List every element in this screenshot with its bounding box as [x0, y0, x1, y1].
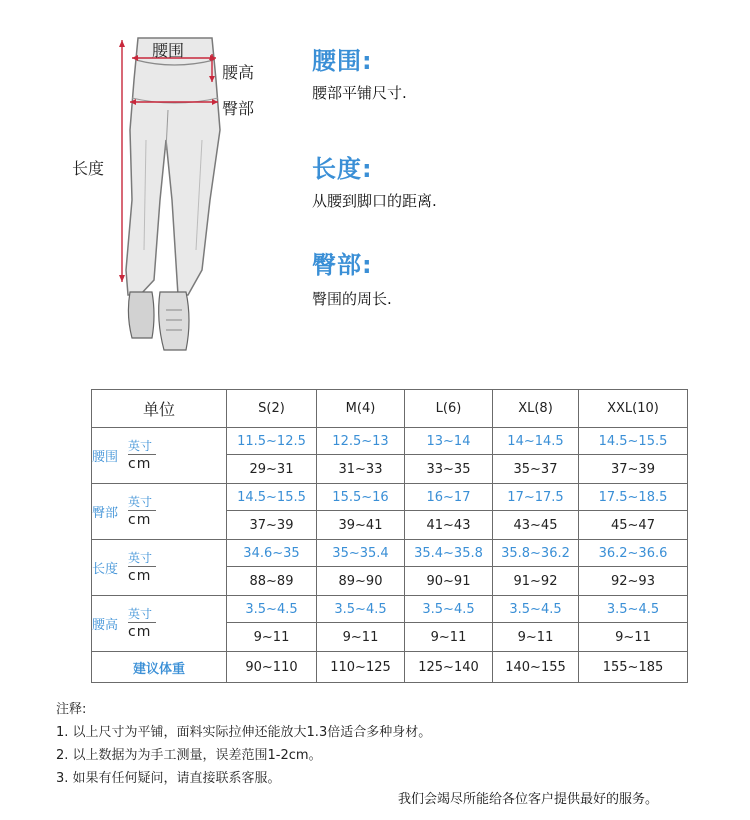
row-name: 臀部: [92, 506, 119, 521]
unit-stack: [128, 496, 156, 527]
cell-inch: 17.5~18.5: [579, 484, 688, 511]
cell-cm: 9~11: [493, 623, 579, 652]
size-header: S(2): [227, 390, 317, 428]
cell-cm: 29~31: [227, 455, 317, 484]
unit-inch: 英寸: [128, 440, 156, 455]
cell-inch: 35.8~36.2: [493, 540, 579, 567]
cell-inch: 15.5~16: [317, 484, 405, 511]
cell-cm: 35~37: [493, 455, 579, 484]
unit-inch: 英寸: [128, 552, 156, 567]
cell-cm: 37~39: [579, 455, 688, 484]
unit-cm: cm: [128, 512, 152, 528]
length-desc-text: 从腰到脚口的距离.: [312, 192, 437, 210]
cell-inch: 3.5~4.5: [579, 596, 688, 623]
size-header: L(6): [405, 390, 493, 428]
footer-text: 我们会竭尽所能给各位客户提供最好的服务。: [397, 792, 658, 807]
cell-inch: 35~35.4: [317, 540, 405, 567]
row-label-length: [92, 540, 227, 596]
unit-cm: cm: [128, 456, 152, 472]
cell-inch: 3.5~4.5: [227, 596, 317, 623]
cell-weight: 140~155: [493, 652, 579, 683]
length-label: 长度: [72, 159, 105, 178]
weight-row: [92, 652, 688, 683]
table-row: [92, 596, 688, 623]
cell-cm: 9~11: [317, 623, 405, 652]
cell-inch: 14.5~15.5: [227, 484, 317, 511]
cell-weight: 155~185: [579, 652, 688, 683]
waist-label: 腰围: [152, 41, 185, 60]
unit-stack: [128, 440, 156, 471]
length-desc-title: 长度:: [312, 155, 373, 183]
unit-header: 单位: [92, 390, 227, 428]
hip-desc-text: 臀围的周长.: [312, 290, 392, 308]
unit-cm: cm: [128, 568, 152, 584]
cell-weight: 110~125: [317, 652, 405, 683]
cell-cm: 39~41: [317, 511, 405, 540]
cell-cm: 43~45: [493, 511, 579, 540]
size-header: XXL(10): [579, 390, 688, 428]
cell-cm: 90~91: [405, 567, 493, 596]
cell-cm: 9~11: [405, 623, 493, 652]
note-item: 2. 以上数据为为手工测量，误差范围1-2cm。: [56, 748, 322, 763]
cell-inch: 35.4~35.8: [405, 540, 493, 567]
unit-stack: [128, 608, 156, 639]
cell-inch: 11.5~12.5: [227, 428, 317, 455]
size-header: M(4): [317, 390, 405, 428]
cell-inch: 36.2~36.6: [579, 540, 688, 567]
weight-label: 建议体重: [92, 652, 227, 683]
cell-cm: 9~11: [227, 623, 317, 652]
row-label-waist: [92, 428, 227, 484]
unit-inch: 英寸: [128, 608, 156, 623]
cell-cm: 45~47: [579, 511, 688, 540]
unit-cm: cm: [128, 624, 152, 640]
cell-cm: 91~92: [493, 567, 579, 596]
cell-inch: 14.5~15.5: [579, 428, 688, 455]
cell-cm: 33~35: [405, 455, 493, 484]
row-label-hip: [92, 484, 227, 540]
cell-inch: 3.5~4.5: [493, 596, 579, 623]
row-name: 长度: [92, 562, 119, 577]
cell-cm: 92~93: [579, 567, 688, 596]
notes-heading: 注释:: [56, 702, 87, 717]
table-row: [92, 428, 688, 455]
note-item: 1. 以上尺寸为平铺，面料实际拉伸还能放大1.3倍适合多种身材。: [56, 725, 432, 740]
cell-inch: 34.6~35: [227, 540, 317, 567]
cell-weight: 125~140: [405, 652, 493, 683]
unit-stack: [128, 552, 156, 583]
cell-inch: 3.5~4.5: [405, 596, 493, 623]
leggings-figure: [60, 20, 280, 365]
row-name: 腰高: [92, 618, 119, 633]
waist-desc-title: 腰围:: [312, 47, 373, 75]
cell-cm: 89~90: [317, 567, 405, 596]
cell-inch: 16~17: [405, 484, 493, 511]
cell-cm: 31~33: [317, 455, 405, 484]
cell-weight: 90~110: [227, 652, 317, 683]
hip-label: 臀部: [222, 99, 255, 118]
rise-label: 腰高: [222, 63, 255, 82]
notes: [56, 698, 431, 790]
hip-desc-title: 臀部:: [312, 251, 373, 279]
cell-cm: 41~43: [405, 511, 493, 540]
size-table: [91, 389, 688, 683]
row-label-rise: [92, 596, 227, 652]
note-item: 3. 如果有任何疑问，请直接联系客服。: [56, 771, 281, 786]
cell-cm: 88~89: [227, 567, 317, 596]
cell-cm: 37~39: [227, 511, 317, 540]
cell-inch: 12.5~13: [317, 428, 405, 455]
unit-inch: 英寸: [128, 496, 156, 511]
cell-inch: 13~14: [405, 428, 493, 455]
table-row: [92, 484, 688, 511]
cell-inch: 3.5~4.5: [317, 596, 405, 623]
row-name: 腰围: [92, 450, 119, 465]
cell-inch: 17~17.5: [493, 484, 579, 511]
table-row: [92, 540, 688, 567]
cell-cm: 9~11: [579, 623, 688, 652]
size-header: XL(8): [493, 390, 579, 428]
cell-inch: 14~14.5: [493, 428, 579, 455]
header-row: [92, 390, 688, 428]
waist-desc-text: 腰部平铺尺寸.: [312, 84, 407, 102]
